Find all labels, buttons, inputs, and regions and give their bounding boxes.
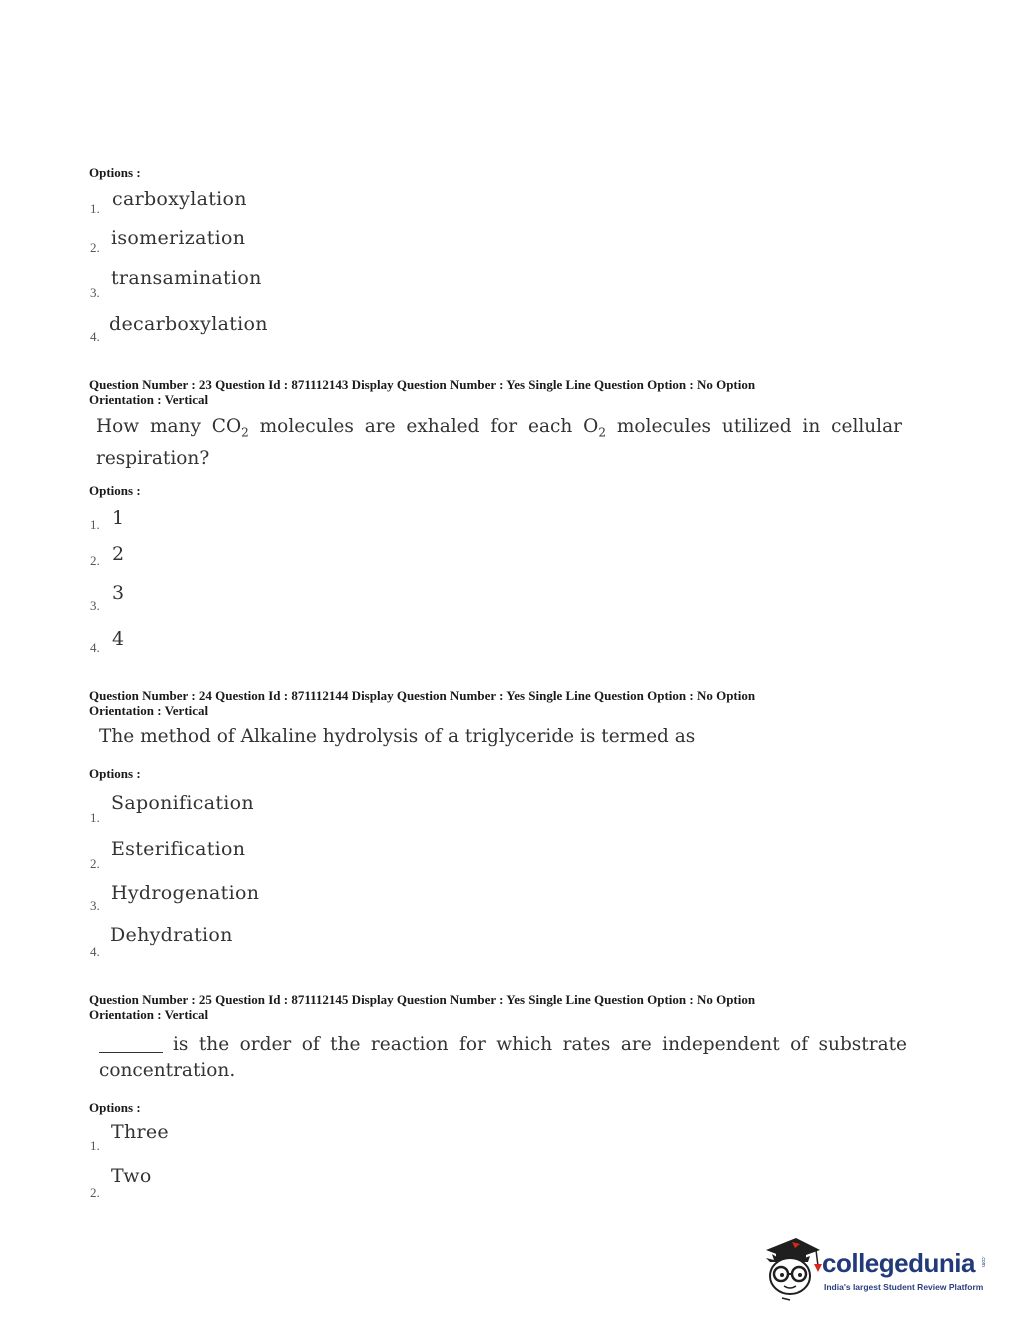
option-text: Esterification: [111, 838, 246, 860]
answer-blank: [99, 1034, 163, 1053]
logo-tagline: India's largest Student Review Platform: [824, 1282, 984, 1292]
option-number: 2.: [90, 1185, 100, 1200]
option-text: carboxylation: [112, 188, 247, 210]
options-label: Options :: [89, 165, 141, 180]
options-label: Options :: [89, 483, 141, 498]
question-text: is the order of the reaction for which rates are independent of substrate concentration.: [99, 1034, 907, 1081]
option-text: Three: [111, 1121, 169, 1143]
mascot-icon: [762, 1232, 824, 1302]
option-number: 1.: [90, 517, 100, 532]
option-text: isomerization: [111, 227, 246, 249]
option-number: 4.: [90, 329, 100, 344]
option-number: 3.: [90, 898, 100, 913]
option-text: 1: [112, 507, 125, 529]
option-text: 4: [112, 628, 125, 650]
question-text: How many $CO_2$ molecules are exhaled for each $O_2$ molecules utilized in cellular respiration?: [96, 416, 902, 469]
options-label: Options :: [89, 1100, 141, 1115]
options-label: Options :: [89, 766, 141, 781]
option-number: 1.: [90, 201, 100, 216]
question-meta: Question Number : 23 Question Id : 871112143 Display Question Number : Yes Single Line Question Option : No Option Orientation : Vertical: [89, 377, 756, 407]
collegedunia-logo[interactable]: [762, 1232, 992, 1304]
option-text: 2: [112, 543, 125, 565]
option-number: 4.: [90, 640, 100, 655]
option-text: Hydrogenation: [111, 882, 260, 904]
logo-domain: .com: [980, 1256, 986, 1267]
option-number: 2.: [90, 240, 100, 255]
option-number: 3.: [90, 598, 100, 613]
option-number: 2.: [90, 856, 100, 871]
logo-wordmark: collegedunia: [822, 1248, 975, 1278]
option-number: 4.: [90, 944, 100, 959]
question-text: The method of Alkaline hydrolysis of a triglyceride is termed as: [99, 726, 696, 747]
option-text: 3: [112, 582, 125, 604]
option-text: Two: [111, 1165, 152, 1187]
option-number: 2.: [90, 553, 100, 568]
question-meta: Question Number : 25 Question Id : 871112145 Display Question Number : Yes Single Line Question Option : No Option Orientation : Vertical: [89, 992, 756, 1022]
option-number: 1.: [90, 810, 100, 825]
option-text: Saponification: [111, 792, 254, 814]
option-number: 3.: [90, 285, 100, 300]
option-number: 1.: [90, 1138, 100, 1153]
option-text: transamination: [111, 267, 262, 289]
option-text: decarboxylation: [109, 313, 268, 335]
option-text: Dehydration: [110, 924, 233, 946]
question-meta: Question Number : 24 Question Id : 871112144 Display Question Number : Yes Single Line Question Option : No Option Orientation : Vertical: [89, 688, 756, 718]
